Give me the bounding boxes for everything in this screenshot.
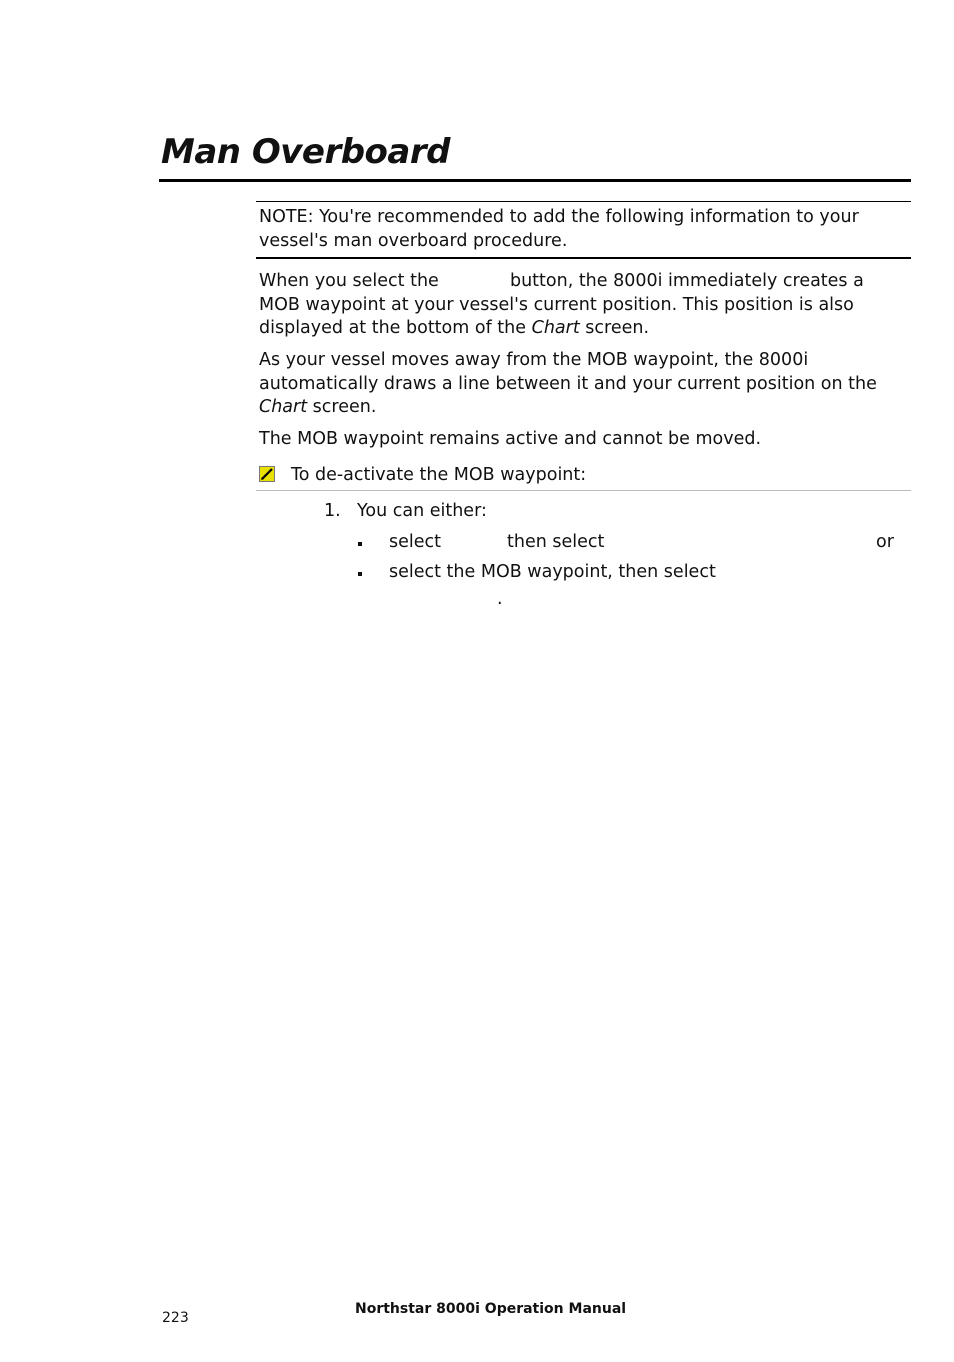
step-text: You can either: bbox=[357, 501, 487, 521]
paragraph-active: The MOB waypoint remains active and cannot be moved. bbox=[259, 429, 762, 449]
para2-end: screen. bbox=[312, 397, 377, 417]
chart-word: Chart bbox=[259, 397, 308, 417]
step-number: 1. bbox=[324, 501, 341, 521]
bullet-marker bbox=[358, 542, 362, 546]
footer-manual-title: Northstar 8000i Operation Manual bbox=[355, 1301, 627, 1317]
para1-end: screen. bbox=[585, 318, 650, 338]
para2-before: As your vessel moves away from the MOB waypoint, the 8000i automatically draws a line between it and your current position on the bbox=[259, 350, 877, 394]
bullet1-then-select: then select bbox=[507, 532, 605, 552]
para1-after: button, the 8000i immediately creates a MOB waypoint at your vessel's current position. This position is also displayed at the bottom of the bbox=[259, 271, 864, 338]
bullet-marker bbox=[358, 572, 362, 576]
page-number: 223 bbox=[162, 1310, 189, 1326]
title-rule bbox=[159, 179, 911, 182]
note-top-rule bbox=[256, 201, 911, 202]
bullet2-text: select the MOB waypoint, then select bbox=[389, 562, 716, 582]
pencil-icon bbox=[259, 466, 275, 482]
paragraph-mob-button bbox=[259, 270, 907, 341]
procedure-rule bbox=[256, 490, 911, 491]
para1-before: When you select the bbox=[259, 271, 439, 291]
page-title: Man Overboard bbox=[161, 132, 450, 172]
procedure-heading: To de-activate the MOB waypoint: bbox=[291, 465, 587, 485]
note-text: NOTE: You're recommended to add the following information to your vessel's man overboard procedure. bbox=[259, 207, 859, 251]
paragraph-line-drawing bbox=[259, 349, 907, 420]
chart-word: Chart bbox=[531, 318, 580, 338]
note-bottom-rule bbox=[256, 257, 911, 259]
bullet1-or: or bbox=[876, 532, 894, 552]
bullet2-end: . bbox=[497, 589, 503, 609]
bullet1-select: select bbox=[389, 532, 441, 552]
